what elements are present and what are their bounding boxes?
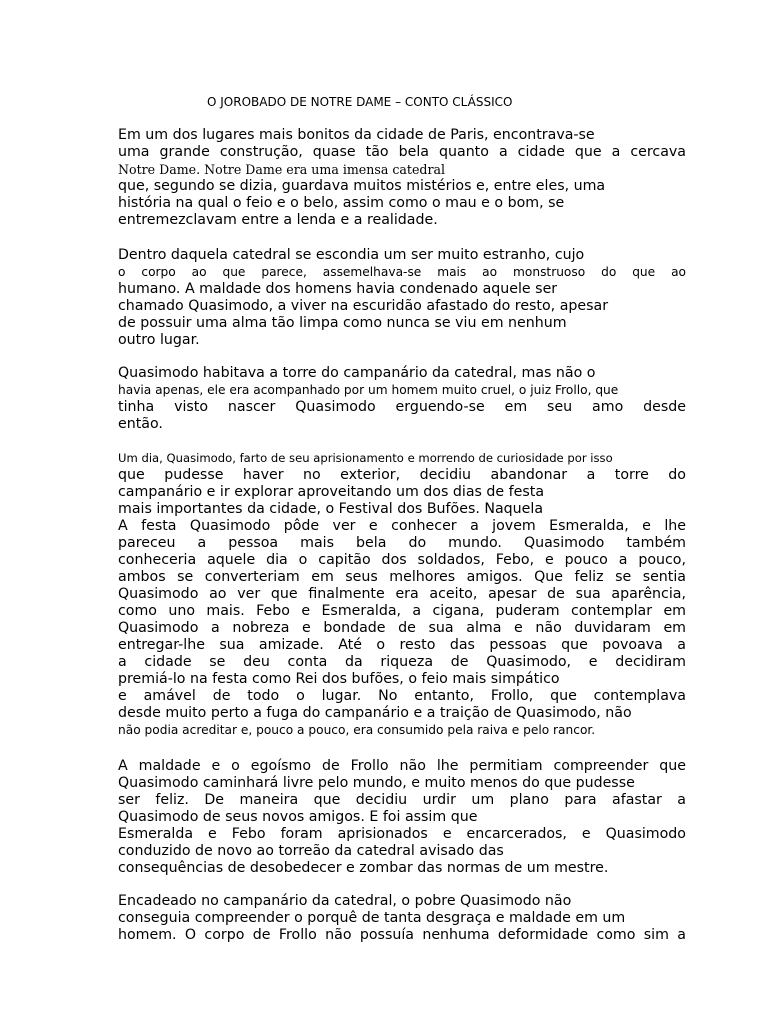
text-line: Esmeralda e Febo foram aprisionados e encarcerados, e Quasimodo bbox=[118, 826, 686, 842]
text-line: homem. O corpo de Frollo não possuía nenhuma deformidade como sim a bbox=[118, 927, 686, 943]
text-line: mais importantes da cidade, o Festival dos Bufões. Naquela bbox=[118, 501, 544, 517]
text-line: Em um dos lugares mais bonitos da cidade de Paris, encontrava-se bbox=[118, 127, 595, 143]
text-line: que pudesse haver no exterior, decidiu abandonar a torre do bbox=[118, 467, 686, 483]
text-line: humano. A maldade dos homens havia condenado aquele ser bbox=[118, 281, 558, 297]
text-line: Quasimodo caminhará livre pelo mundo, e muito menos do que pudesse bbox=[118, 775, 635, 791]
text-line: ambos se converteriam em seus melhores amigos. Que feliz se sentia bbox=[118, 569, 686, 585]
text-line: Encadeado no campanário da catedral, o pobre Quasimodo não bbox=[118, 893, 572, 909]
text-line: desde muito perto a fuga do campanário e a traição de Quasimodo, não bbox=[118, 705, 632, 721]
text-line: tinha visto nascer Quasimodo erguendo-se em seu amo desde bbox=[118, 399, 686, 415]
text-line: conseguia compreender o porquê de tanta desgraça e maldade em um bbox=[118, 910, 626, 926]
paragraph-4 bbox=[118, 450, 686, 739]
text-line: Um dia, Quasimodo, farto de seu aprisionamento e morrendo de curiosidade por isso bbox=[118, 451, 613, 465]
text-line: conheceria aquele dia o capitão dos soldados, Febo, e pouco a pouco, bbox=[118, 552, 686, 568]
paragraph-1 bbox=[118, 127, 686, 229]
paragraph-5 bbox=[118, 758, 686, 877]
text-line: como uno mais. Febo e Esmeralda, a cigana, puderam contemplar em bbox=[118, 603, 686, 619]
text-line: o corpo ao que parece, assemelhava-se mais ao monstruoso do que ao bbox=[118, 265, 686, 279]
text-line: e amável de todo o lugar. No entanto, Frollo, que contemplava bbox=[118, 688, 686, 704]
text-line: que, segundo se dizia, guardava muitos mistérios e, entre eles, uma bbox=[118, 178, 606, 194]
text-line: a cidade se deu conta da riqueza de Quasimodo, e decidiram bbox=[118, 654, 686, 670]
text-line: A maldade e o egoísmo de Frollo não lhe permitiam compreender que bbox=[118, 758, 686, 774]
text-line: Quasimodo a nobreza e bondade de sua alma e não duvidaram em bbox=[118, 620, 686, 636]
text-line: não podia acreditar e, pouco a pouco, era consumido pela raiva e pelo rancor. bbox=[118, 723, 596, 737]
text-line: entremezclavam entre a lenda e a realidade. bbox=[118, 212, 438, 228]
text-line: Quasimodo habitava a torre do campanário da catedral, mas não o bbox=[118, 365, 596, 381]
text-line: de possuir uma alma tão limpa como nunca se viu em nenhum bbox=[118, 315, 567, 331]
text-line: Notre Dame. Notre Dame era uma imensa catedral bbox=[118, 162, 446, 177]
text-line: história na qual o feio e o belo, assim como o mau e o bom, se bbox=[118, 195, 565, 211]
text-line: ser feliz. De maneira que decidiu urdir um plano para afastar a bbox=[118, 792, 686, 808]
text-line: entregar-lhe sua amizade. Até o resto das pessoas que povoava a bbox=[118, 637, 686, 653]
text-line: uma grande construção, quase tão bela quanto a cidade que a cercava bbox=[118, 144, 686, 160]
text-line: conduzido de novo ao torreão da catedral avisado das bbox=[118, 843, 504, 859]
text-line: outro lugar. bbox=[118, 332, 200, 348]
text-line: então. bbox=[118, 416, 163, 432]
text-line: campanário e ir explorar aproveitando um dos dias de festa bbox=[118, 484, 545, 500]
paragraph-6 bbox=[118, 893, 686, 944]
text-line: A festa Quasimodo pôde ver e conhecer a jovem Esmeralda, e lhe bbox=[118, 518, 686, 534]
text-line: consequências de desobedecer e zombar das normas de um mestre. bbox=[118, 860, 609, 876]
text-line: pareceu a pessoa mais bela do mundo. Quasimodo também bbox=[118, 535, 686, 551]
paragraph-3 bbox=[118, 365, 686, 433]
document-title: O JOROBADO DE NOTRE DAME – CONTO CLÁSSICO bbox=[207, 95, 513, 109]
paragraph-2 bbox=[118, 247, 686, 349]
text-line: premiá-lo na festa como Rei dos bufões, o feio mais simpático bbox=[118, 671, 560, 687]
text-line: Quasimodo ao ver que finalmente era aceito, apesar de sua aparência, bbox=[118, 586, 686, 602]
text-line: havia apenas, ele era acompanhado por um homem muito cruel, o juiz Frollo, que bbox=[118, 383, 619, 397]
text-line: chamado Quasimodo, a viver na escuridão afastado do resto, apesar bbox=[118, 298, 609, 314]
text-line: Dentro daquela catedral se escondia um ser muito estranho, cujo bbox=[118, 247, 585, 263]
text-line: Quasimodo de seus novos amigos. E foi assim que bbox=[118, 809, 478, 825]
